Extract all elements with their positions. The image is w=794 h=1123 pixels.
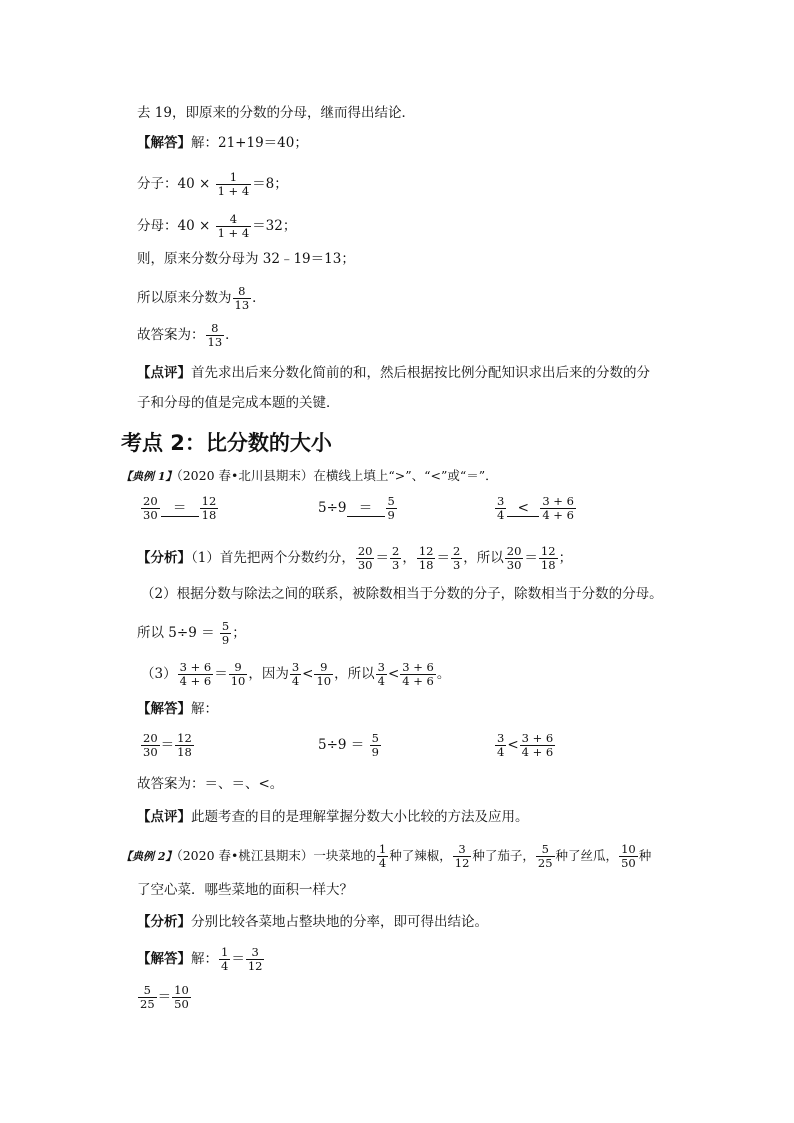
denominator: 13 bbox=[207, 335, 223, 349]
denominator: 4 bbox=[221, 959, 229, 973]
question-item-1 bbox=[140, 495, 219, 522]
equals-sign: ＝ bbox=[436, 550, 450, 566]
example-tag-label: 典例 1 bbox=[132, 470, 166, 483]
fraction bbox=[376, 661, 387, 688]
equals-sign: ＝ bbox=[214, 666, 228, 682]
fill-blank[interactable]: < bbox=[507, 501, 539, 517]
section-title: 考点 2：比分数的大小 bbox=[121, 431, 332, 455]
fraction bbox=[495, 495, 506, 522]
numerator: 1 bbox=[221, 945, 229, 959]
review-text: 此题考查的目的是理解掌握分数大小比较的方法及应用。 bbox=[191, 809, 529, 825]
numerator: 5 bbox=[143, 983, 151, 997]
calc-result: ＝32； bbox=[252, 218, 297, 234]
fraction bbox=[141, 495, 160, 522]
denominator: 25 bbox=[140, 997, 155, 1011]
denominator: 9 bbox=[221, 633, 230, 647]
fraction bbox=[520, 732, 556, 759]
fraction bbox=[539, 545, 558, 572]
fraction bbox=[451, 545, 462, 572]
answer-line bbox=[137, 134, 308, 152]
fraction bbox=[619, 843, 638, 870]
result-line bbox=[137, 285, 266, 312]
less-than-sign: < bbox=[387, 666, 400, 682]
fraction bbox=[453, 843, 472, 870]
numerator: 5 bbox=[541, 842, 549, 856]
result-item-2 bbox=[318, 732, 382, 759]
denominator: 4 bbox=[291, 674, 300, 688]
conclusion-text: ，所以 bbox=[334, 666, 375, 682]
calc-result: ＝8； bbox=[252, 176, 288, 192]
numerator: 3 + 6 bbox=[542, 494, 574, 508]
result-item-1 bbox=[140, 732, 195, 759]
numerator: 3 bbox=[458, 842, 466, 856]
denominator: 30 bbox=[143, 508, 158, 522]
denominator: 30 bbox=[506, 558, 522, 572]
denominator: 30 bbox=[143, 745, 158, 759]
denominator: 18 bbox=[418, 558, 434, 572]
denominator: 4 + 6 bbox=[402, 674, 434, 688]
equals-sign: ＝ bbox=[375, 550, 389, 566]
example-2-question-line-2: 了空心菜．哪些菜地的面积一样大？ bbox=[137, 882, 353, 898]
numerator: 5 bbox=[371, 731, 379, 745]
analysis-line-3 bbox=[137, 620, 246, 647]
numerator: 5 bbox=[387, 494, 395, 508]
fraction bbox=[505, 545, 524, 572]
numerator: 12 bbox=[540, 544, 556, 558]
question-text: （2020 春•桃江县期末）一块菜地的 bbox=[176, 848, 376, 863]
answer-line bbox=[137, 700, 218, 718]
numerator: 3 + 6 bbox=[402, 660, 434, 674]
numerator: 5 bbox=[221, 619, 230, 633]
analysis-text: 所以 5÷9 ＝ bbox=[137, 625, 215, 641]
denominator: 50 bbox=[174, 997, 189, 1011]
denominator: 4 bbox=[378, 856, 387, 870]
example-1-question bbox=[121, 467, 498, 486]
numerator: 3 bbox=[251, 945, 259, 959]
denominator: 1 + 4 bbox=[217, 226, 250, 240]
fraction bbox=[356, 545, 375, 572]
numerator: 10 bbox=[621, 842, 636, 856]
fraction bbox=[138, 984, 157, 1011]
equals-sign: ＝ bbox=[231, 951, 245, 967]
review-line-2: 子和分母的值是完成本题的关键． bbox=[137, 395, 340, 411]
text-line: 则，原来分数分母为 32﹣19＝13； bbox=[137, 251, 355, 267]
denominator: 3 bbox=[452, 558, 461, 572]
numerator: 12 bbox=[177, 731, 192, 745]
fraction bbox=[233, 285, 252, 312]
result-item-3 bbox=[494, 732, 556, 759]
equals-sign: ＝ bbox=[524, 550, 538, 566]
division-expression: 5÷9 bbox=[318, 500, 347, 516]
denominator: 18 bbox=[201, 508, 217, 522]
answer-text: 解： bbox=[191, 951, 218, 967]
numerator: 4 bbox=[229, 212, 238, 226]
denominator: 9 bbox=[387, 508, 395, 522]
fraction bbox=[314, 661, 333, 688]
denominator: 18 bbox=[540, 558, 556, 572]
question-item-2 bbox=[318, 495, 398, 522]
review-text: 首先求出后来分数化简前的和，然后根据按比例分配知识求出后来的分数的分 bbox=[191, 365, 650, 381]
numerator: 1 bbox=[378, 842, 387, 856]
denominator: 4 + 6 bbox=[521, 745, 554, 759]
analysis-line-2: （2）根据分数与除法之间的联系，被除数相当于分数的分子，除数相当于分数的分母。 bbox=[141, 586, 663, 602]
fraction bbox=[390, 545, 401, 572]
review-tag: 【点评】 bbox=[137, 365, 191, 381]
question-text: 种了丝瓜， bbox=[555, 848, 619, 863]
denominator: 10 bbox=[316, 674, 332, 688]
numerator: 3 + 6 bbox=[179, 660, 212, 674]
denominator: 4 + 6 bbox=[542, 508, 574, 522]
denominator: 12 bbox=[247, 959, 263, 973]
numerator: 20 bbox=[506, 544, 522, 558]
fraction bbox=[495, 732, 506, 759]
division-expression: 5÷9 ＝ bbox=[318, 737, 365, 753]
review-line bbox=[137, 808, 529, 826]
answer-tag: 【解答】 bbox=[137, 951, 191, 967]
denominator: 9 bbox=[371, 745, 379, 759]
numerator: 12 bbox=[418, 544, 434, 558]
final-answer-text: 故答案为： bbox=[137, 327, 205, 343]
numerator: 3 bbox=[377, 660, 385, 674]
text-line: 去 19，即原来的分数的分母，继而得出结论． bbox=[137, 105, 415, 121]
numerator: 2 bbox=[391, 544, 400, 558]
semicolon: ； bbox=[232, 625, 246, 641]
numerator: 10 bbox=[174, 983, 189, 997]
denominator-calc bbox=[137, 213, 296, 240]
answer-tag: 【解答】 bbox=[137, 135, 191, 151]
fraction bbox=[172, 984, 191, 1011]
denominator: 30 bbox=[357, 558, 373, 572]
example-tag: 【典例 2】 bbox=[121, 850, 177, 863]
numerator: 9 bbox=[234, 660, 242, 674]
fraction bbox=[220, 620, 231, 647]
fraction bbox=[206, 322, 225, 349]
numerator: 12 bbox=[201, 494, 217, 508]
fraction bbox=[377, 843, 388, 870]
result-text: 所以原来分数为 bbox=[137, 290, 232, 306]
period: ． bbox=[252, 290, 266, 306]
analysis-tag: 【分析】 bbox=[137, 914, 191, 930]
fraction bbox=[178, 661, 214, 688]
answer-line bbox=[137, 946, 265, 973]
numerator: 20 bbox=[357, 544, 373, 558]
analysis-text: 分别比较各菜地占整块地的分率，即可得出结论。 bbox=[191, 914, 488, 930]
fraction bbox=[216, 171, 252, 198]
numerator: 8 bbox=[211, 321, 219, 335]
numerator: 20 bbox=[143, 494, 158, 508]
numerator: 9 bbox=[320, 660, 328, 674]
calc-label: 分子：40 × bbox=[137, 176, 211, 192]
less-than-sign: < bbox=[302, 666, 314, 682]
fraction bbox=[417, 545, 436, 572]
denominator: 4 bbox=[497, 508, 505, 522]
question-item-3 bbox=[494, 495, 577, 522]
denominator: 12 bbox=[454, 856, 470, 870]
semicolon: ； bbox=[558, 550, 573, 566]
example-question-text: （2020 春•北川县期末）在横线上填上“>”、“<”或“＝”． bbox=[176, 468, 498, 483]
because-text: ，因为 bbox=[248, 666, 289, 682]
numerator: 8 bbox=[238, 284, 246, 298]
fraction bbox=[219, 946, 230, 973]
denominator: 3 bbox=[391, 558, 400, 572]
calc-label: 分母：40 × bbox=[137, 218, 211, 234]
fraction bbox=[200, 495, 219, 522]
item-number: （3） bbox=[141, 666, 177, 682]
less-than-sign: < bbox=[507, 737, 519, 753]
denominator: 10 bbox=[230, 674, 246, 688]
numerator: 2 bbox=[452, 544, 461, 558]
denominator: 50 bbox=[621, 856, 636, 870]
review-line bbox=[137, 364, 650, 382]
period: 。 bbox=[436, 666, 451, 682]
answer-text: 解：21+19＝40； bbox=[191, 135, 308, 151]
example-tag: 【典例 1】 bbox=[121, 470, 177, 483]
numerator: 1 bbox=[229, 170, 238, 184]
numerator: 3 bbox=[497, 494, 505, 508]
analysis-line-4 bbox=[141, 661, 450, 688]
fraction bbox=[229, 661, 248, 688]
example-tag-label: 典例 2 bbox=[132, 850, 166, 863]
fraction bbox=[540, 495, 576, 522]
fraction bbox=[400, 661, 436, 688]
denominator: 25 bbox=[537, 856, 553, 870]
fraction bbox=[386, 495, 397, 522]
separator: ， bbox=[402, 550, 416, 566]
numerator: 3 bbox=[291, 660, 300, 674]
question-text: 种 bbox=[638, 848, 652, 863]
answer-line-2 bbox=[137, 984, 192, 1011]
fraction bbox=[175, 732, 194, 759]
question-text: 种了辣椒， bbox=[389, 848, 452, 863]
final-answer-line: 故答案为：＝、＝、<。 bbox=[137, 776, 284, 792]
review-tag: 【点评】 bbox=[137, 809, 191, 825]
fraction bbox=[370, 732, 381, 759]
equals-sign: ＝ bbox=[160, 737, 175, 753]
final-answer-line bbox=[137, 322, 239, 349]
denominator: 4 + 6 bbox=[179, 674, 212, 688]
analysis-line-1 bbox=[137, 545, 572, 572]
numerator: 20 bbox=[143, 731, 158, 745]
answer-text: 解： bbox=[191, 701, 218, 717]
numerator: 3 + 6 bbox=[521, 731, 554, 745]
denominator: 4 bbox=[497, 745, 505, 759]
analysis-tag: 【分析】 bbox=[137, 550, 191, 566]
fraction bbox=[216, 213, 252, 240]
analysis-text: （1）首先把两个分数约分， bbox=[191, 550, 355, 566]
fill-blank[interactable]: ＝ bbox=[347, 501, 385, 517]
denominator: 18 bbox=[177, 745, 192, 759]
fraction bbox=[536, 843, 555, 870]
answer-tag: 【解答】 bbox=[137, 701, 191, 717]
period: ． bbox=[225, 327, 239, 343]
analysis-line bbox=[137, 913, 488, 931]
fraction bbox=[290, 661, 301, 688]
numerator: 3 bbox=[497, 731, 505, 745]
fraction bbox=[141, 732, 160, 759]
fill-blank[interactable]: ＝ bbox=[161, 501, 199, 517]
conclusion-text: ，所以 bbox=[463, 550, 504, 566]
denominator: 13 bbox=[234, 298, 250, 312]
question-text: 种了茄子， bbox=[472, 848, 535, 863]
denominator: 1 + 4 bbox=[217, 184, 250, 198]
numerator-calc bbox=[137, 171, 288, 198]
fraction bbox=[246, 946, 265, 973]
denominator: 4 bbox=[377, 674, 385, 688]
equals-sign: ＝ bbox=[157, 989, 172, 1005]
example-2-question bbox=[121, 843, 651, 870]
